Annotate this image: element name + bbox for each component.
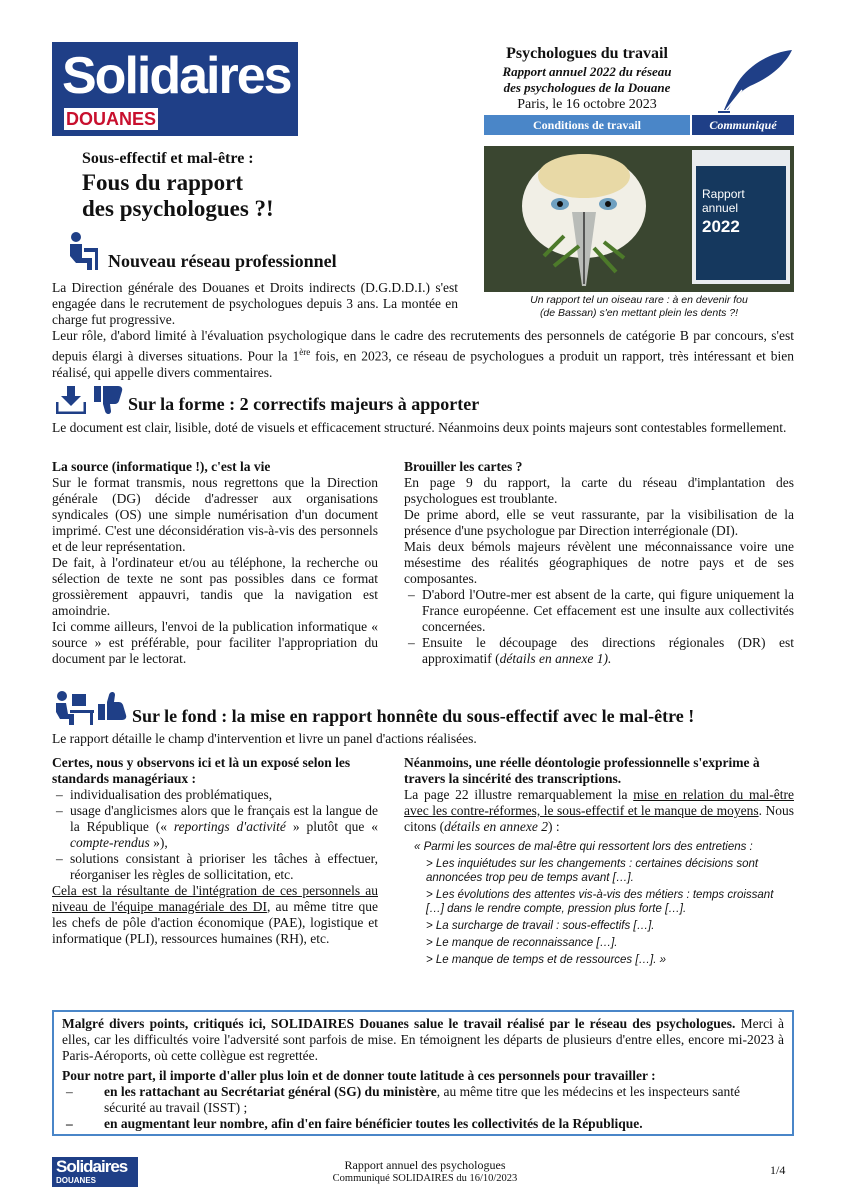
header-title: Psychologues du travail	[506, 45, 668, 62]
standards-item2-b: » plutôt que «	[285, 819, 378, 834]
section1-para1: La Direction générale des Douanes et Droits indirects (D.G.D.D.I.) s'est engagée dans le recrutement de psychologues depuis 3 ans. La montée en charge fut progressive.	[52, 280, 458, 327]
footer-logo	[52, 1157, 138, 1187]
desk-person-icon	[66, 232, 100, 272]
caption-line1: Un rapport tel un oiseau rare : à en devenir fou	[530, 294, 748, 306]
deontology-para-annex: détails en annexe 2	[444, 819, 548, 834]
header-subtitle-line2: des psychologues de la Douane	[503, 80, 671, 95]
source-column	[52, 475, 378, 667]
cover-title-line2: annuel	[702, 201, 739, 215]
conclusion-list	[62, 1084, 784, 1132]
section3-intro: Le rapport détaille le champ d'intervention et livre un panel d'actions réalisées.	[52, 731, 477, 746]
logo-subtitle: DOUANES	[62, 106, 160, 132]
report-quote	[414, 840, 794, 970]
conclusion-item1-bold: en les rattachant au Secrétariat général (SG) du ministère	[104, 1084, 437, 1099]
section1-para2-sup: ère	[299, 347, 311, 357]
footer-logo-word: Solidaires	[56, 1157, 128, 1176]
deontology-para-underlined: mise en relation du mal-être avec les contre-réformes, le sous-effectif et le manque de moyens	[404, 787, 794, 818]
document-type-label: Communiqué	[690, 115, 794, 135]
quill-icon	[716, 46, 796, 116]
footer-info	[300, 1158, 550, 1186]
standards-subtitle: Certes, nous y observons ici et là un exposé selon les standards managériaux :	[52, 755, 351, 786]
source-para1: Sur le format transmis, nous regrettons que la Direction générale (DG) décide d'adresser aux organisations syndicales (OS) une simple numérisation d'un document imprimé. C'est une déconsidération vis-à-vis des personnels et de leur représentation.	[52, 475, 378, 554]
headline-line2: des psychologues ?!	[82, 196, 274, 221]
conclusion-para2: Pour notre part, il importe d'aller plus loin et de donner toute latitude à ces personnels pour travailler :	[62, 1068, 656, 1083]
standards-item2-c: »),	[149, 835, 168, 850]
deontology-para-c: ) :	[547, 819, 560, 834]
caption-line2: (de Bassan) s'en mettant plein les dents ?!	[539, 307, 739, 319]
conclusion-para1	[62, 1016, 784, 1064]
desk-computer-icon	[54, 690, 94, 726]
conclusion-item1-rest: , au même titre que les médecins et les inspecteurs santé sécurité au travail (ISST) ;	[104, 1084, 740, 1115]
photo-caption	[484, 294, 794, 320]
category-label: Conditions de travail	[484, 115, 690, 135]
page-number: 1/4	[770, 1163, 786, 1177]
page-title	[82, 170, 402, 222]
section1-para2-text-a: Leur rôle, d'abord limité à l'évaluation psychologique dans le cadre des recrutements des personnels de catégorie B par concours, s'est depuis élargi à diverses situations. Pour la 1	[52, 328, 794, 364]
quote-item4: > Le manque de reconnaissance […].	[426, 937, 618, 949]
gannet-photo	[484, 146, 794, 292]
deontology-para-a: La page 22 illustre remarquablement la	[404, 787, 634, 802]
source-para2: De fait, à l'ordinateur et/ou au téléphone, la recherche ou sélection de texte ne sont pas possibles dans ce format grossièrement appauvri, tandis que la navigation est amoindrie.	[52, 555, 378, 618]
cards-item2-annex: détails en annexe 1).	[499, 651, 612, 666]
cover-year: 2022	[702, 217, 740, 236]
standards-item1: individualisation des problématiques,	[70, 787, 273, 802]
logo-wordmark: Solidaires	[62, 47, 291, 105]
conclusion-box	[52, 1010, 794, 1136]
list-item	[52, 803, 378, 851]
standards-item2-a: usage d'anglicismes alors que le français est la langue de la République («	[70, 803, 378, 834]
headline-line1: Fous du rapport	[82, 170, 244, 195]
cards-para1: En page 9 du rapport, la carte du réseau d'implantation des psychologues est troublante.	[404, 475, 794, 506]
quote-item2: > Les évolutions des attentes vis-à-vis des métiers : temps croissant […] dans le rendre compte, pression plus forte […].	[426, 889, 774, 915]
cards-para2: De prime abord, elle se veut rassurante, par la visibilisation de la présence d'une psychologue par Direction interrégionale (DI).	[404, 507, 794, 538]
standards-item3: solutions consistant à prioriser les tâches à effectuer, réorganiser les règles de sollicitation, etc.	[70, 851, 378, 882]
solidaires-logo	[52, 42, 298, 136]
cards-list	[404, 587, 794, 667]
source-subtitle: La source (informatique !), c'est la vie	[52, 459, 271, 474]
category-band	[484, 115, 794, 135]
kicker: Sous-effectif et mal-être :	[82, 150, 254, 167]
list-item	[404, 635, 794, 667]
standards-conclusion-underlined: Cela est la résultante de l'intégration de ces personnels au niveau de l'équipe managériale des DI	[52, 883, 378, 914]
header-subtitle-line1: Rapport annuel 2022 du réseau	[502, 64, 672, 79]
list-item	[52, 851, 378, 883]
standards-item2-it1: reportings d'activité	[173, 819, 286, 834]
conclusion-para1-bold: Malgré divers points, critiqués ici, SOLIDAIRES Douanes salue le travail réalisé par le réseau des psychologues.	[62, 1016, 736, 1031]
quote-intro: « Parmi les sources de mal-être qui ressortent lors des entretiens :	[414, 841, 753, 853]
section1-para2-text-b: fois, en 2023, ce réseau de psychologues a produit un rapport, très intéressant et bien réalisé, qui appelle divers commentaires.	[52, 348, 794, 380]
section1-para2	[52, 328, 794, 381]
list-item	[52, 787, 378, 803]
header-date: Paris, le 16 octobre 2023	[517, 97, 657, 112]
list-item	[404, 587, 794, 635]
standards-item2-it2: compte-rendus	[70, 835, 150, 850]
section2-title: Sur la forme : 2 correctifs majeurs à apporter	[128, 394, 480, 414]
list-item	[62, 1116, 784, 1132]
download-icon	[56, 386, 86, 414]
cards-para3: Mais deux bémols majeurs révèlent une méconnaissance voire une mésestime des réalités géographiques de notre pays et de ses composantes.	[404, 539, 794, 586]
deontology-para-b: . Nous citons (	[404, 803, 794, 834]
cards-column	[404, 475, 794, 667]
header-block	[484, 44, 690, 114]
source-para3: Ici comme ailleurs, l'envoi de la publication informatique « source » est préférable, pour faciliter l'appropriation du document par le lectorat.	[52, 619, 378, 666]
thumbs-down-icon	[94, 384, 124, 416]
footer-logo-sub: DOUANES	[56, 1176, 97, 1185]
standards-column	[52, 787, 378, 947]
quote-item5: > Le manque de temps et de ressources […]. »	[426, 954, 667, 966]
quote-item3: > La surcharge de travail : sous-effectifs […].	[426, 920, 655, 932]
section2-intro: Le document est clair, lisible, doté de visuels et efficacement structuré. Néanmoins deux points majeurs sont contestables formellement.	[52, 420, 787, 435]
cards-item1-text: D'abord l'Outre-mer est absent de la carte, qui figure uniquement la France européenne. Cet effacement est une insulte aux collectivités concernées.	[422, 587, 794, 634]
cards-subtitle: Brouiller les cartes ?	[404, 459, 523, 474]
standards-list	[52, 787, 378, 883]
deontology-column	[404, 787, 794, 835]
thumbs-up-icon	[98, 690, 128, 722]
section1-title: Nouveau réseau professionnel	[108, 251, 337, 271]
conclusion-item2: en augmentant leur nombre, afin d'en faire bénéficier toutes les collectivités de la République.	[104, 1116, 643, 1131]
list-item	[62, 1084, 784, 1116]
cover-title-line1: Rapport	[702, 187, 745, 201]
section3-title: Sur le fond : la mise en rapport honnête du sous-effectif avec le mal-être !	[132, 706, 695, 726]
deontology-subtitle: Néanmoins, une réelle déontologie professionnelle s'exprime à travers la sincérité des transcriptions.	[404, 755, 760, 786]
footer-line2: Communiqué SOLIDAIRES du 16/10/2023	[332, 1173, 518, 1184]
footer-line1: Rapport annuel des psychologues	[344, 1158, 506, 1172]
standards-conclusion-rest: , au même titre que les chefs de pôle d'action économique (PAE), logistique et informatique (PLI), ressources humaines (RH), etc.	[52, 899, 378, 946]
quote-item1: > Les inquiétudes sur les changements : certaines décisions sont annoncées trop peu de temps avant […].	[426, 858, 759, 884]
cards-item2-text: Ensuite le découpage des directions régionales (DR) est approximatif (	[422, 635, 794, 666]
conclusion-para1-rest: Merci à elles, car les difficultés voire l'adversité sont parfois de mise. En témoignent les départs de plusieurs d'entre elles, encore mi-2023 à Paris-Aéroports, où cette collègue est regrettée.	[62, 1016, 784, 1063]
